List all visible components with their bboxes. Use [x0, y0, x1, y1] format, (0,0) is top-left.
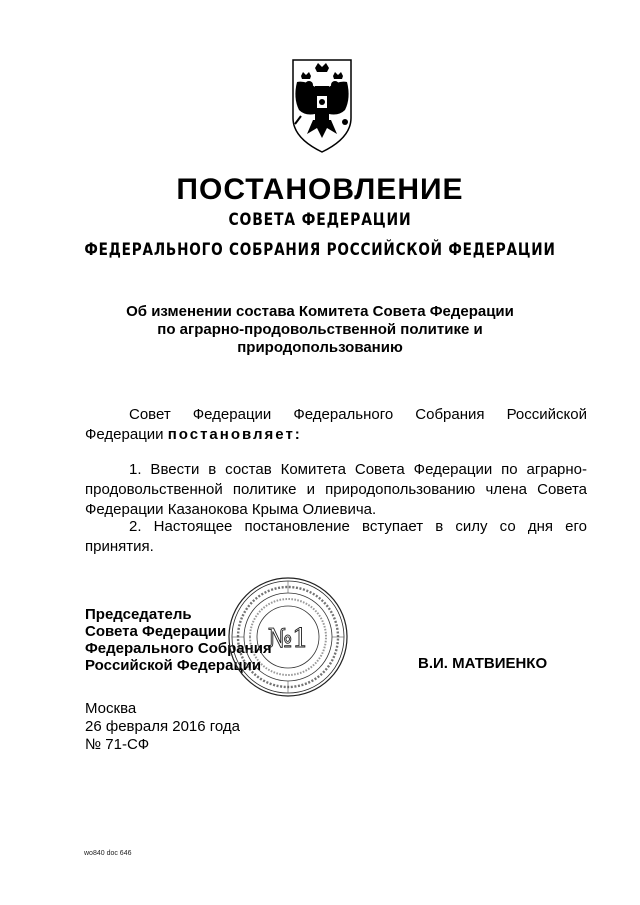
file-reference: wo840 doc 646 [84, 850, 132, 857]
item-2-line-2: принятия. [85, 538, 154, 555]
city: Москва [85, 700, 137, 717]
preamble-line-1: Совет Федерации Федерального Собрания Российской [129, 406, 587, 423]
document-title: ПОСТАНОВЛЕНИЕ [176, 173, 464, 206]
position-line-3: Федерального Собрания [85, 640, 272, 657]
position-line-1: Председатель [85, 606, 192, 623]
document-subtitle-2: ФЕДЕРАЛЬНОГО СОБРАНИЯ РОССИЙСКОЙ ФЕДЕРАЦИИ [84, 240, 556, 260]
date: 26 февраля 2016 года [85, 718, 241, 735]
item-1-line-2: продовольственной политике и природопользованию члена Совета [85, 481, 587, 498]
seal-number: №1 [267, 624, 309, 654]
preamble-line-2: Федерации [85, 426, 164, 443]
document-subject [100, 303, 540, 357]
document-subtitle-1: СОВЕТА ФЕДЕРАЦИИ [228, 210, 412, 230]
item-2-line-1: 2. Настоящее постановление вступает в силу со дня его [129, 518, 587, 535]
item-1-paragraph [85, 460, 587, 520]
subject-line-2: по аграрно-продовольственной политике и [157, 321, 483, 338]
item-2-paragraph [85, 517, 587, 557]
position-line-4: Российской Федерации [85, 657, 262, 674]
item-1-line-3: Федерации Казанокова Крыма Олиевича. [85, 501, 377, 518]
place-and-date [85, 700, 240, 754]
subject-line-1: Об изменении состава Комитета Совета Федерации [126, 303, 514, 320]
subject-line-3: природопользованию [237, 339, 403, 356]
preamble-resolves: постановляет [167, 426, 295, 443]
official-seal-stamp [226, 575, 350, 699]
position-line-2: Совета Федерации [85, 623, 227, 640]
document-number: № 71-СФ [85, 736, 150, 753]
russian-coat-of-arms-icon [287, 58, 357, 154]
preamble-paragraph [85, 405, 587, 445]
signatory-name: В.И. МАТВИЕНКО [418, 655, 548, 672]
preamble-colon: : [294, 426, 302, 443]
item-1-line-1: 1. Ввести в состав Комитета Совета Федерации по аграрно- [129, 461, 587, 478]
